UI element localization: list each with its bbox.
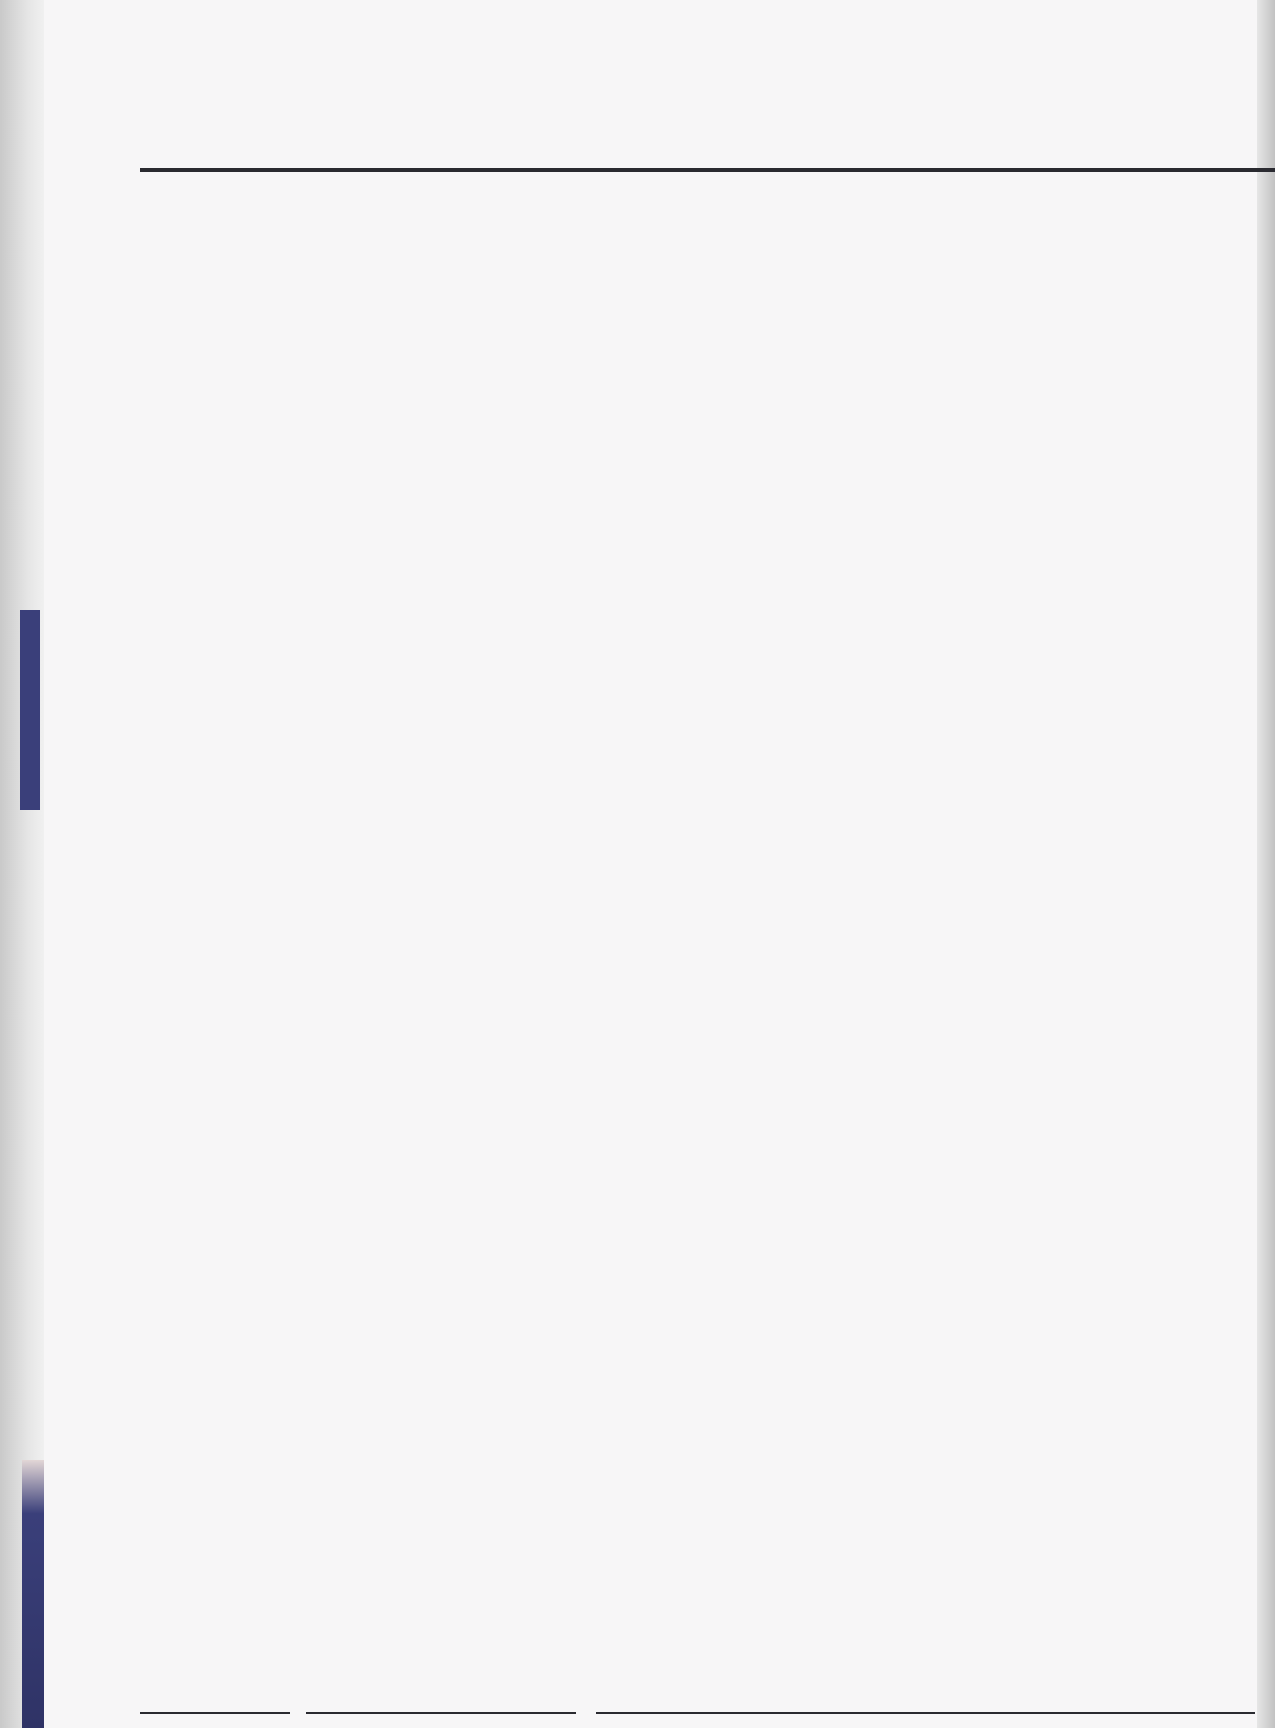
section-meta-hbv — [538, 598, 638, 620]
footer-rule-1 — [140, 1712, 290, 1714]
scan-right-edge — [1257, 0, 1275, 1728]
section-meta-cea — [538, 459, 638, 481]
header-divider — [140, 168, 1275, 172]
section-meta-afp — [538, 320, 638, 342]
section-meta-urine — [538, 926, 638, 948]
footer-rule-2 — [306, 1712, 576, 1714]
binding-spine-lower — [22, 1460, 46, 1728]
binding-spine — [20, 610, 40, 810]
footer-rule-3 — [596, 1712, 1255, 1714]
report-page — [44, 0, 1275, 1728]
